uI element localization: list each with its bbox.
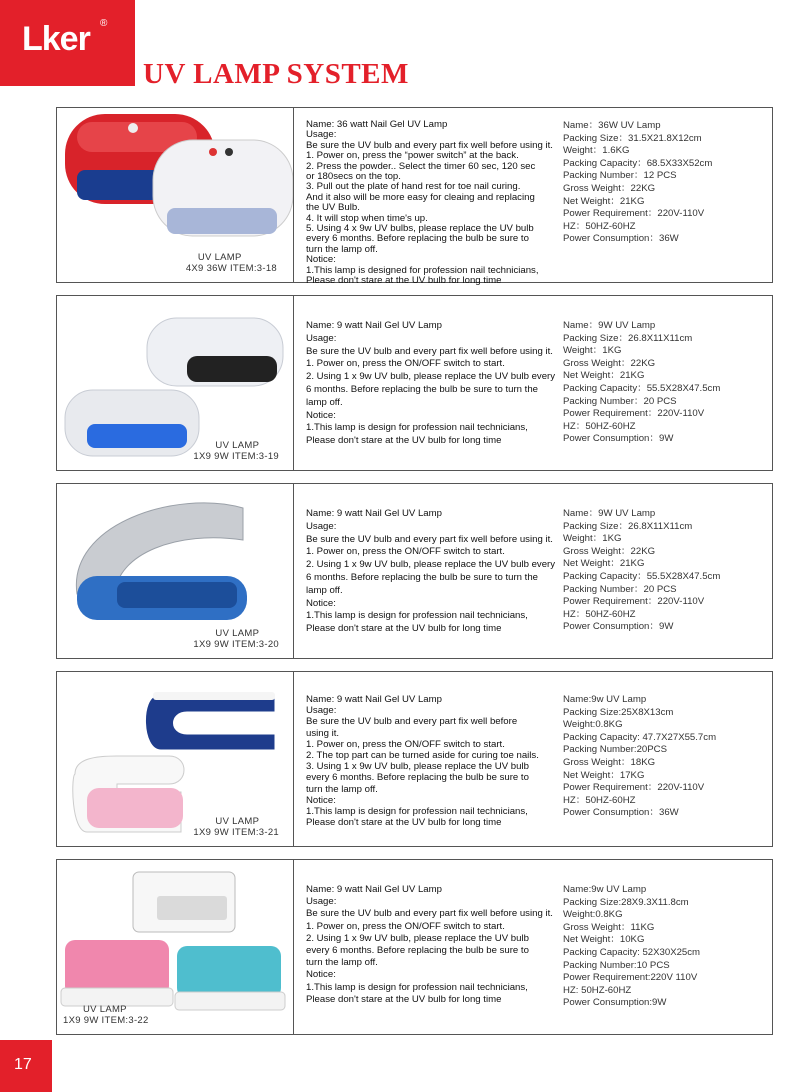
product-description: Name: 9 watt Nail Gel UV Lamp Usage: Be sure the UV bulb and every part fix well before using it. 1. Power on, press the ON/OFF switch to start. 2. Using 1 x 9w UV bulb, please replace the UV bulb every 6 months. Before replacing the bulb be sure to turn the lamp off. Notice: 1.This lamp is design for profession nail technicians, Please don't stare at the UV bulb for long time: [306, 320, 556, 447]
product-caption: UV LAMP 1X9 9W ITEM:3-21: [193, 816, 279, 838]
product-specifications: Name：9W UV Lamp Packing Size：26.8X11X11cm Weight：1KG Gross Weight：22KG Net Weight：21KG Packing Capacity：55.5X28X47.5cm Packing Number：20 PCS Power Requirement：220V-110V HZ：50HZ-60HZ Power Consumption：9W: [563, 320, 721, 445]
product-image-area: [57, 860, 294, 1034]
product-image-area: [57, 108, 294, 282]
product-3-18: [56, 107, 773, 287]
registered-mark: ®: [100, 18, 108, 29]
product-3-19: [56, 295, 773, 471]
brand-logo: [0, 0, 135, 86]
product-caption: UV LAMP 1X9 9W ITEM:3-19: [193, 440, 279, 462]
product-3-22: [56, 859, 773, 1035]
page-number-box: [0, 1040, 52, 1092]
product-specifications: Name：9W UV Lamp Packing Size：26.8X11X11cm Weight：1KG Gross Weight：22KG Net Weight：21KG Packing Capacity：55.5X28X47.5cm Packing Number：20 PCS Power Requirement：220V-110V HZ：50HZ-60HZ Power Consumption：9W: [563, 508, 721, 633]
product-image-area: [57, 296, 294, 470]
product-description: Name: 9 watt Nail Gel UV Lamp Usage: Be sure the UV bulb and every part fix well before using it. 1. Power on, press the ON/OFF switch to start. 2. Using 1 x 9w UV bulb, please replace the UV bulb every 6 months. Before replacing the bulb be sure to turn the lamp off. Notice: 1.This lamp is design for profession nail technicians, Please don't stare at the UV bulb for long time: [306, 508, 556, 635]
product-description: Name: 9 watt Nail Gel UV Lamp Usage: Be sure the UV bulb and every part fix well before using it. 1. Power on, press the ON/OFF switch to start. 2. Using 1 x 9w UV bulb, please replace the UV bulb every 6 months. Before replacing the bulb be sure to turn the lamp off. Notice: 1.This lamp is design for profession nail technicians, Please don't stare at the UV bulb for long time: [306, 884, 553, 1005]
product-caption: UV LAMP 4X9 36W ITEM:3-18: [185, 252, 277, 274]
logo-text: Lker: [22, 20, 90, 58]
product-caption: UV LAMP 1X9 9W ITEM:3-20: [193, 628, 279, 650]
product-caption: UV LAMP 1X9 9W ITEM:3-22: [63, 1004, 149, 1026]
product-3-21: [56, 671, 773, 847]
product-image-area: [57, 672, 294, 846]
product-specifications: Name：36W UV Lamp Packing Size：31.5X21.8X12cm Weight：1.6KG Packing Capacity：68.5X33X52cm Packing Number：12 PCS Gross Weight：22KG Net Weight：21KG Power Requirement：220V-110V HZ：50HZ-60HZ Power Consumption：36W: [563, 120, 713, 245]
product-3-20: [56, 483, 773, 659]
page-number: 17: [14, 1056, 32, 1073]
product-specifications: Name:9w UV Lamp Packing Size:25X8X13cm Weight:0.8KG Packing Capacity: 47.7X27X55.7cm Packing Number:20PCS Gross Weight：18KG Net Weight：17KG Power Requirement：220V-110V HZ：50HZ-60HZ Power Consumption：36W: [563, 694, 717, 819]
product-image-area: [57, 484, 294, 658]
product-description: Name: 9 watt Nail Gel UV Lamp Usage: Be sure the UV bulb and every part fix well before using it. 1. Power on, press the ON/OFF switch to start. 2. The top part can be turned aside for curing toe nails. 3. Using 1 x 9w UV bulb, please replace the UV bulb every 6 months. Before replacing the bulb be sure to turn the lamp off. Notice: 1.This lamp is design for profession nail technicians, Please don't stare at the UV bulb for long time: [306, 694, 539, 829]
product-description: Name: 36 watt Nail Gel UV Lamp Usage: Be sure the UV bulb and every part fix well before using it. 1. Power on, press the “power switch” at the back. 2. Press the powder.. Select the timer 60 sec, 120 sec or 180secs on the top. 3. Pull out the plate of hand rest for toe nail curing. And it also will be more easy for cleaing and replacing the UV Bulb. 4. It will stop when time's up. 5. Using 4 x 9w UV bulbs, please replace the UV bulb every 6 months. Before replacing the bulb be sure to turn the lamp off. Notice: 1.This lamp is designed for profession nail technicians, Please don't stare at the UV bulb for long time: [306, 119, 553, 287]
product-specifications: Name:9w UV Lamp Packing Size:28X9.3X11.8cm Weight:0.8KG Gross Weight：11KG Net Weight：10KG Packing Capacity: 52X30X25cm Packing Number:10 PCS Power Requirement:220V 110V HZ: 50HZ-60HZ Power Consumption:9W: [563, 884, 701, 1009]
page-title: UV LAMP SYSTEM: [143, 58, 409, 90]
